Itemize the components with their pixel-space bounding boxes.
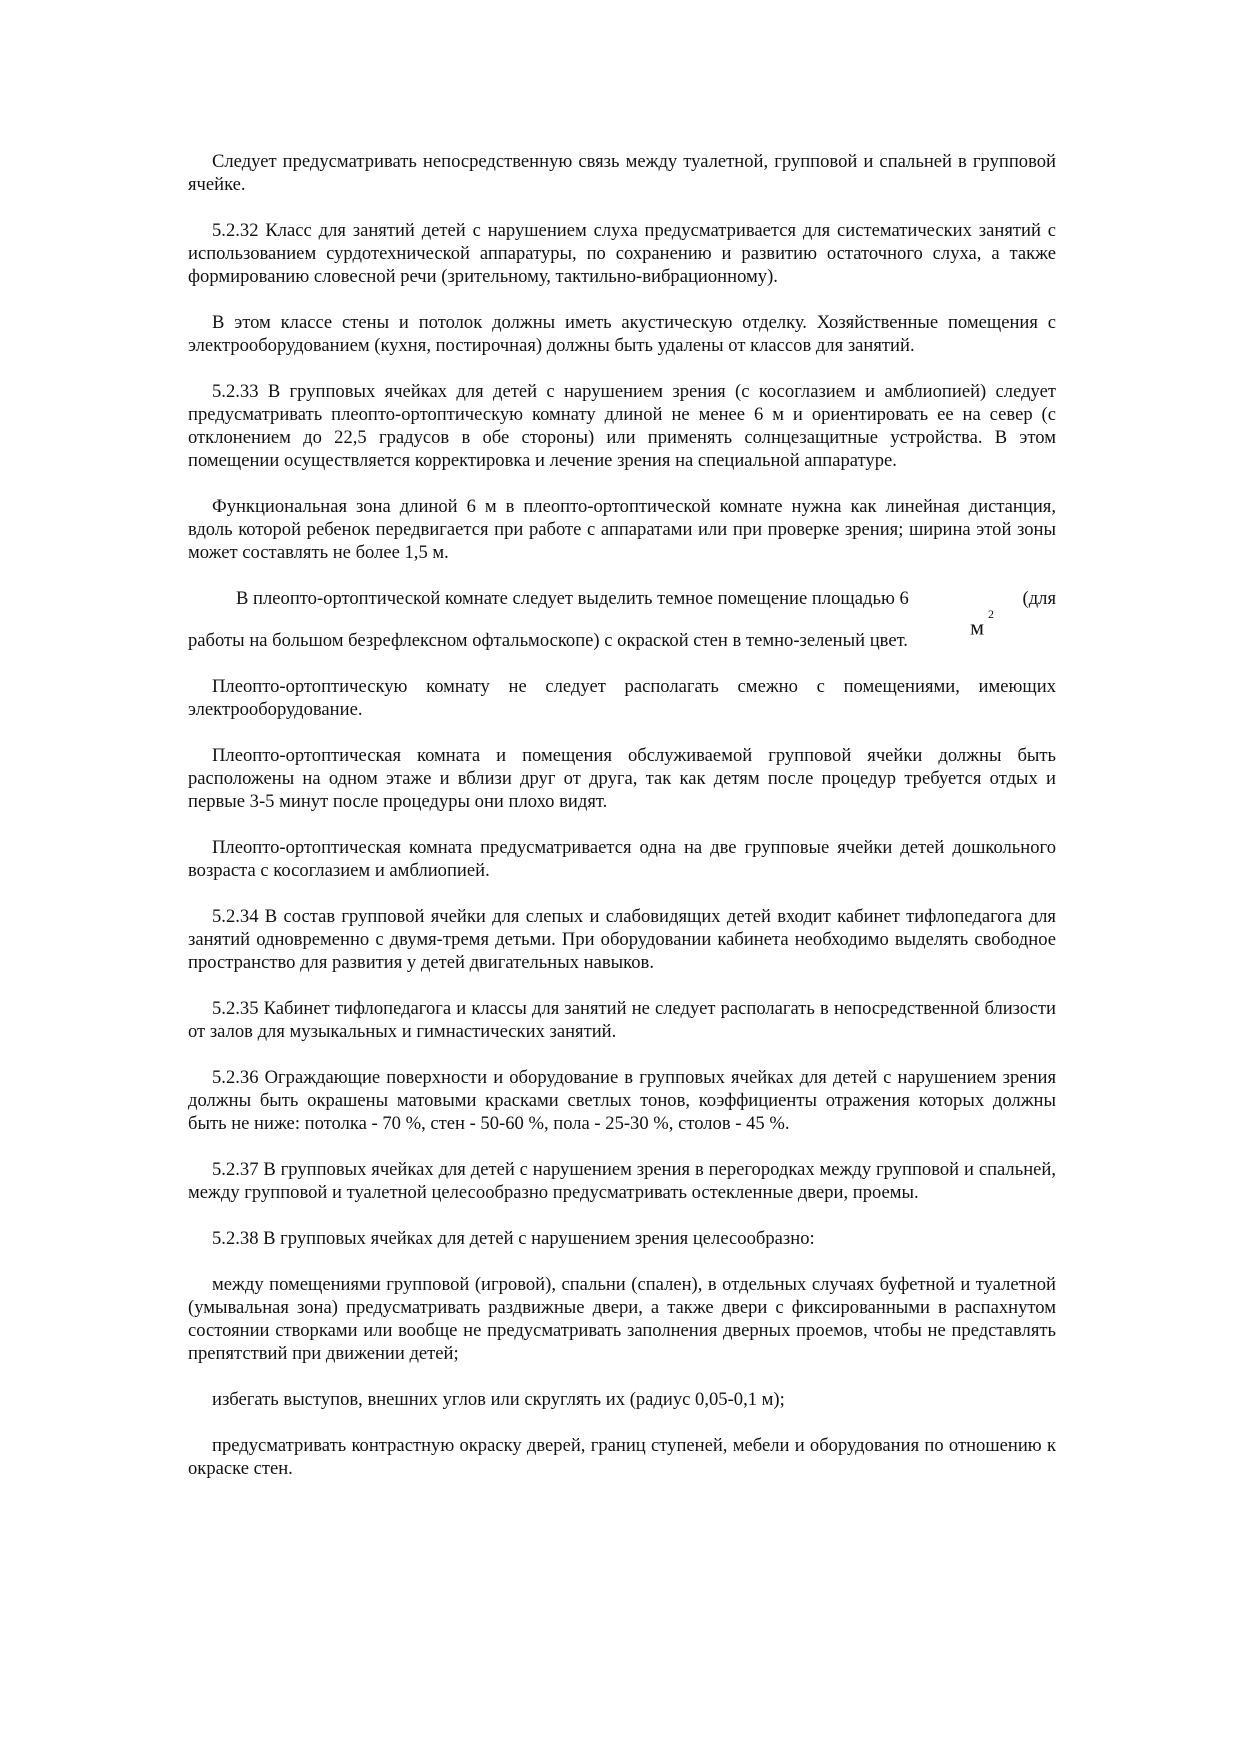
- paragraph-avoid-protrusions: избегать выступов, внешних углов или скруглять их (радиус 0,05-0,1 м);: [212, 1389, 785, 1410]
- dark-room-area-rest: работы на большом безрефлексном офтальмоскопе) с окраской стен в темно-зеленый цвет.: [188, 630, 908, 651]
- paragraph-5-2-36: 5.2.36 Ограждающие поверхности и оборудование в групповых ячейках для детей с нарушением зрения должны быть окрашены матовыми красками светлых тонов, коэффициенты отражения которых должны быть не ниже: потолка - 70 %, стен - 50-60 %, пола - 25-30 %, столов - 45 %.: [188, 1067, 1056, 1134]
- dark-room-area-lead: В плеопто-ортоптической комнате следует выделить темное помещение площадью 6: [236, 588, 909, 609]
- document-page: [188, 150, 1056, 1503]
- paragraph-5-2-35: 5.2.35 Кабинет тифлопедагога и классы для занятий не следует располагать в непосредственной близости от залов для музыкальных и гимнастических занятий.: [188, 998, 1056, 1042]
- area-unit-symbol: м: [970, 614, 984, 640]
- paragraph-sliding-doors: между помещениями групповой (игровой), спальни (спален), в отдельных случаях буфетной и туалетной (умывальная зона) предусматривать раздвижные двери, а также двери с фиксированными в распахнутом состоянии створками или вообще не предусматривать заполнения дверных проемов, чтобы не представлять препятствий при движении детей;: [188, 1274, 1056, 1364]
- dark-room-area-line: [188, 587, 1056, 640]
- paragraph-one-per-two-cells: Плеопто-ортоптическая комната предусматривается одна на две групповые ячейки детей дошкольного возраста с косоглазием и амблиопией.: [188, 837, 1056, 881]
- paragraph-5-2-33: 5.2.33 В групповых ячейках для детей с нарушением зрения (с косоглазием и амблиопией) следует предусматривать плеопто-ортоптическую комнату длиной не менее 6 м и ориентировать ее на север (с отклонением до 22,5 градусов в обе стороны) или применять солнцезащитные устройства. В этом помещении осуществляется корректировка и лечение зрения на специальной аппаратуре.: [188, 381, 1056, 471]
- paragraph-contrast-paint: предусматривать контрастную окраску дверей, границ ступеней, мебели и оборудования по отношению к окраске стен.: [188, 1435, 1056, 1479]
- paragraph-acoustic-finish: В этом классе стены и потолок должны иметь акустическую отделку. Хозяйственные помещения с электрооборудованием (кухня, постирочная) должны быть удалены от классов для занятий.: [188, 312, 1056, 356]
- paragraph-same-floor: Плеопто-ортоптическая комната и помещения обслуживаемой групповой ячейки должны быть расположены на одном этаже и вблизи друг от друга, так как детям после процедур требуется отдых и первые 3-5 минут после процедуры они плохо видят.: [188, 745, 1056, 812]
- area-unit-power: 2: [988, 607, 994, 621]
- paragraph-toilet-connection: Следует предусматривать непосредственную связь между туалетной, групповой и спальней в групповой ячейке.: [188, 151, 1056, 195]
- paragraph-no-electrical-adjacency: Плеопто-ортоптическую комнату не следует располагать смежно с помещениями, имеющих электрооборудование.: [188, 676, 1056, 720]
- paragraph-5-2-37: 5.2.37 В групповых ячейках для детей с нарушением зрения в перегородках между групповой и спальней, между групповой и туалетной целесообразно предусматривать остекленные двери, проемы.: [188, 1159, 1056, 1203]
- paragraph-5-2-34: 5.2.34 В состав групповой ячейки для слепых и слабовидящих детей входит кабинет тифлопедагога для занятий одновременно с двумя-тремя детьми. При оборудовании кабинета необходимо выделять свободное пространство для развития у детей двигательных навыков.: [188, 906, 1056, 973]
- paragraph-functional-zone: Функциональная зона длиной 6 м в плеопто-ортоптической комнате нужна как линейная дистанция, вдоль которой ребенок передвигается при работе с аппаратами или при проверке зрения; ширина этой зоны может составлять не более 1,5 м.: [188, 496, 1056, 563]
- area-unit: [946, 607, 994, 640]
- paragraph-5-2-38: 5.2.38 В групповых ячейках для детей с нарушением зрения целесообразно:: [212, 1228, 815, 1249]
- paragraph-5-2-32: 5.2.32 Класс для занятий детей с нарушением слуха предусматривается для систематических занятий с использованием сурдотехнической аппаратуры, по сохранению и развитию остаточного слуха, а также формированию словесной речи (зрительному, тактильно-вибрационному).: [188, 220, 1056, 287]
- paragraph-dark-room-area: [188, 587, 1056, 652]
- dark-room-area-paren: (для: [1022, 588, 1056, 609]
